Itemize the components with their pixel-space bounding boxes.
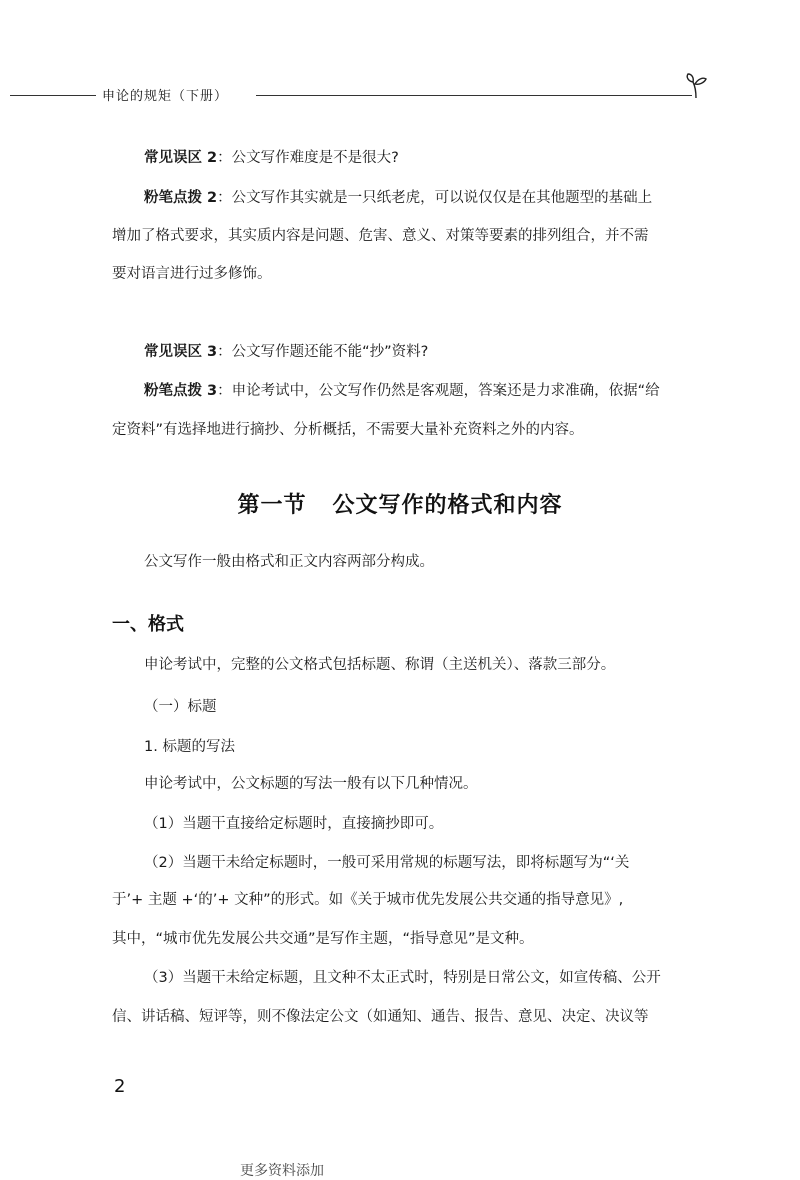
section-title-text: 公文写作的格式和内容 — [332, 493, 563, 518]
list-item-2-line-1: （2）当题干未给定标题时，一般可采用常规的标题写法，即将标题写为“‘关 — [144, 855, 630, 871]
myth-2-answer-line-1 — [144, 188, 652, 208]
tip-2-label: 粉笔点拨 2 — [144, 190, 218, 206]
list-item-2-line-3: 其中，“城市优先发展公共交通”是写作主题，“指导意见”是文种。 — [112, 931, 534, 947]
section-number: 第一节 — [237, 493, 307, 518]
list-item-3-line-2: 信、讲话稿、短评等，则不像法定公文（如通知、通告、报告、意见、决定、决议等 — [112, 1009, 649, 1025]
myth-2-answer-line-3: 要对语言进行过多修饰。 — [112, 266, 272, 282]
tip-2-text-1: ：公文写作其实就是一只纸老虎，可以说仅仅是在其他题型的基础上 — [217, 190, 653, 206]
myth-3-label: 常见误区 3 — [144, 344, 218, 360]
myth-2-label: 常见误区 2 — [144, 150, 218, 166]
subheading-title-method: 1. 标题的写法 — [144, 739, 235, 755]
myth-2-question-text: ：公文写作难度是不是很大? — [217, 150, 399, 166]
myth-3-question — [144, 342, 428, 362]
sprout-icon — [684, 70, 708, 100]
tip-3-label: 粉笔点拨 3 — [144, 383, 218, 399]
myth-3-answer-line-2: 定资料”有选择地进行摘抄、分析概括，不需要大量补充资料之外的内容。 — [112, 422, 584, 438]
section-intro: 公文写作一般由格式和正文内容两部分构成。 — [144, 554, 434, 570]
format-intro: 申论考试中，完整的公文格式包括标题、称谓（主送机关）、落款三部分。 — [144, 657, 616, 673]
heading-format: 一、格式 — [112, 614, 184, 635]
list-item-3-line-1: （3）当题干未给定标题，且文种不太正式时，特别是日常公文，如宣传稿、公开 — [144, 970, 661, 986]
running-header-title: 申论的规矩（下册） — [102, 89, 229, 104]
subheading-title: （一）标题 — [144, 699, 217, 715]
header-rule-right — [256, 95, 692, 96]
myth-3-answer-line-1 — [144, 381, 660, 401]
page-number: 2 — [114, 1076, 126, 1097]
tip-3-text-1: ：申论考试中，公文写作仍然是客观题，答案还是力求准确，依据“给 — [217, 383, 660, 399]
section-title — [0, 488, 800, 519]
myth-3-question-text: ：公文写作题还能不能“抄”资料? — [217, 344, 429, 360]
footer-watermark-text: 更多资料添加 — [240, 1163, 324, 1179]
title-method-lead: 申论考试中，公文标题的写法一般有以下几种情况。 — [144, 776, 478, 792]
list-item-1: （1）当题干直接给定标题时，直接摘抄即可。 — [144, 816, 444, 832]
myth-2-answer-line-2: 增加了格式要求，其实质内容是问题、危害、意义、对策等要素的排列组合，并不需 — [112, 228, 649, 244]
header-rule-left — [10, 95, 96, 96]
list-item-2-line-2: 于’+ 主题 +‘的’+ 文种”的形式。如《关于城市优先发展公共交通的指导意见》, — [112, 892, 624, 908]
myth-2-question — [144, 148, 399, 168]
